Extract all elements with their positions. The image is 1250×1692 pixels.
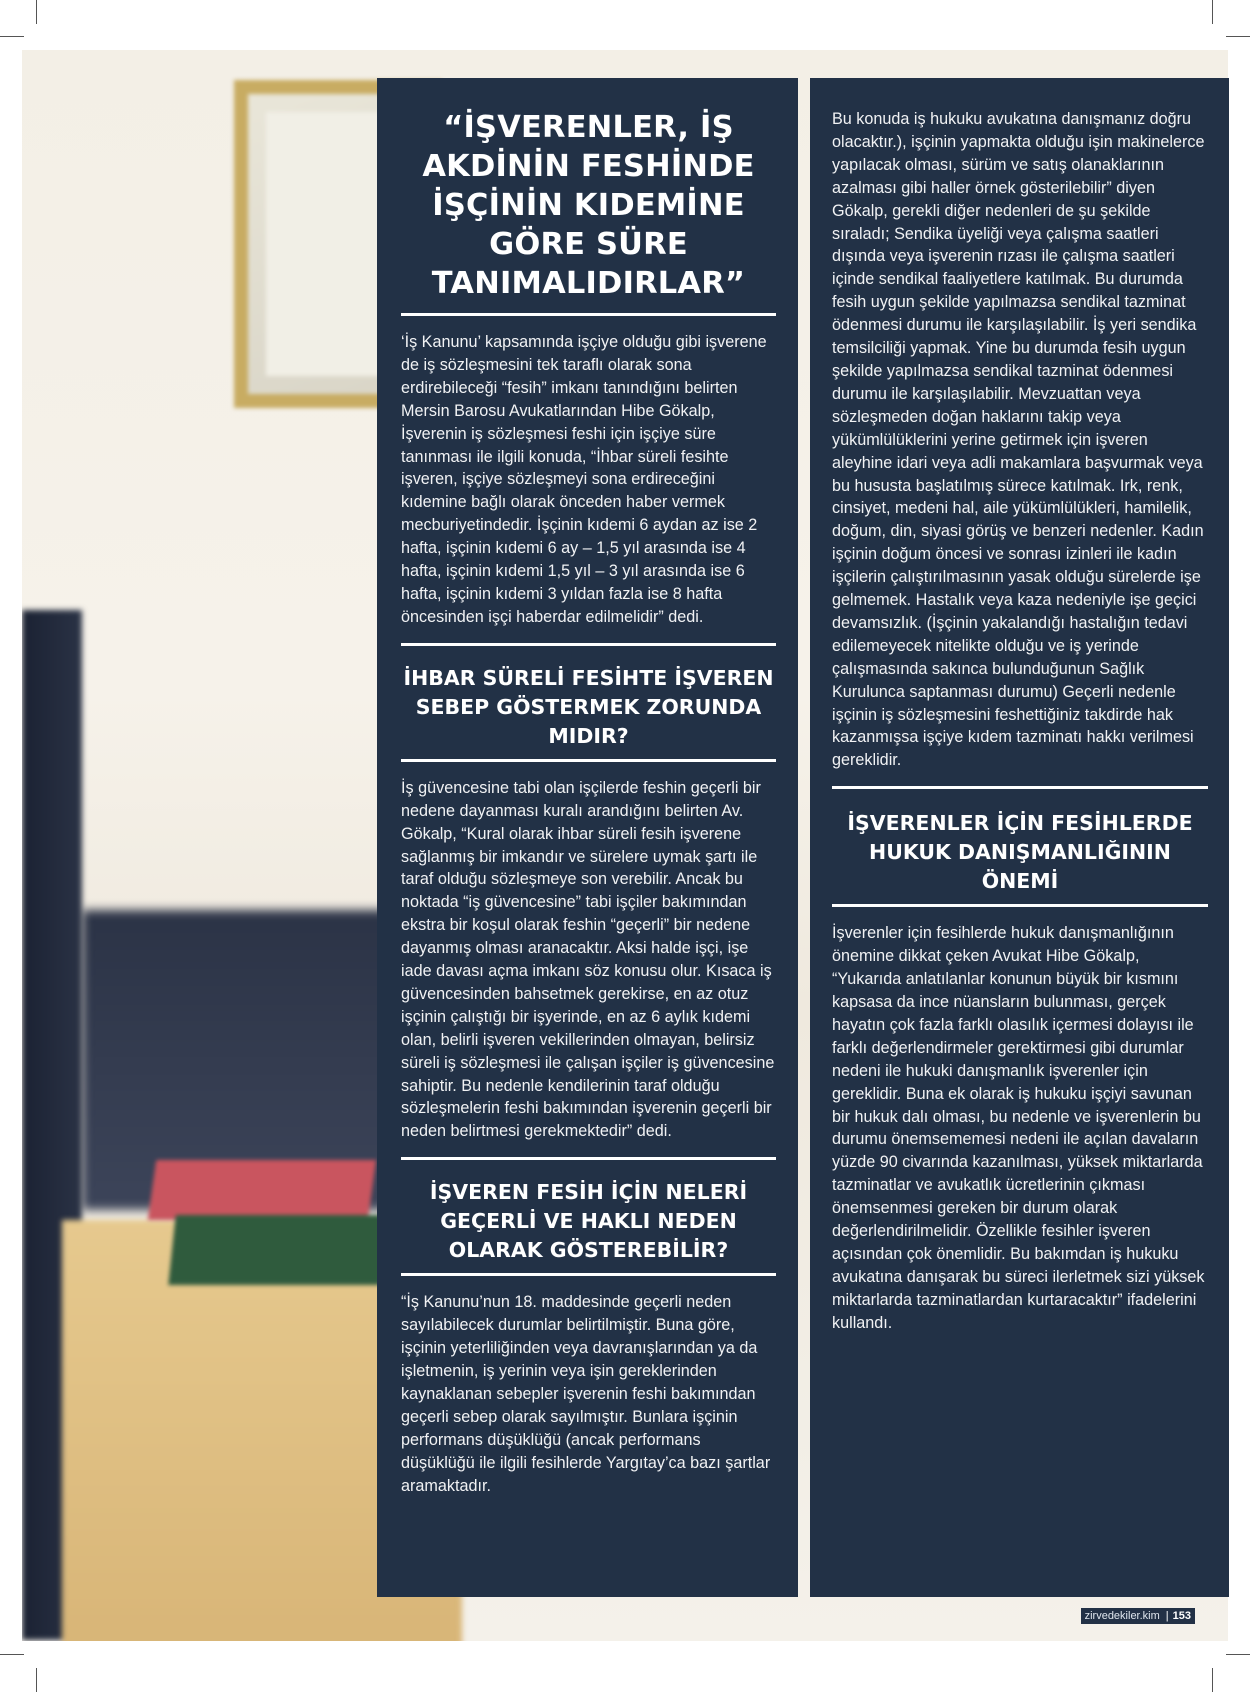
intro-paragraph: ‘İş Kanunu’ kapsamında işçiye olduğu gibi işverene de iş sözleşmesini tek taraflı olarak sona erdirebileceği “fesih” imkanı tanındığını belirten Mersin Barosu Avukatlarından Hibe Gökalp, İşverenin iş sözleşmesi feshi için işçiye süre tanınması ile ilgili konuda, “İhbar süreli fesihte işveren, işçiye sözleşmeyi sona erdireceğini kıdemine bağlı olarak önceden haber vermek mecburiyetindedir. İşçinin kıdemi 6 aydan az ise 2 hafta, işçinin kıdemi 6 ay – 1,5 yıl arasında ise 4 hafta, işçinin kıdemi 1,5 yıl – 3 yıl arasında ise 6 hafta, işçinin kıdemi 3 yıldan fazla ise 8 hafta öncesinden işçi haberdar edilmelidir” dedi. xyxy=(401,333,767,626)
continued-paragraph: Bu konuda iş hukuku avukatına danışmanız doğru olacaktır.), işçinin yapmakta olduğu işin makinelerce yapılacak olması, sürüm ve satış olanaklarının azalması gibi haller örnek gösterilebilir” diyen Gökalp, gerekli diğer nedenleri de şu şekilde sıraladı; Sendika üyeliği veya çalışma saatleri dışında veya işverenin rızası ile çalışma saatleri içinde sendikal faaliyetlere katılmak. Bu durumda fesih uygun şekilde yapılmazsa sendikal tazminat ödenmesi durumu ile karşılaşılabilir. İş yeri sendika temsilciliği yapmak. Yine bu durumda fesih uygun şekilde yapılmazsa sendikal tazminat ödenmesi durumu ile karşılaşılabilir. Mevzuattan veya sözleşmeden doğan haklarını takip veya yükümlülüklerini yerine getirmek için işveren aleyhine idari veya adli makamlara başvurmak veya bu hususta başlatılmış sürece katılmak. Irk, renk, cinsiyet, medeni hal, aile yükümlülükleri, hamilelik, doğum, din, siyasi görüş ve benzeri nedenler. Kadın işçinin doğum öncesi ve sonrası izinleri ile kadın işçilerin çalıştırılmasının yasak olduğu sürelerde işe gelmemek. Hastalık veya kaza nedeniyle işe geçici devamsızlık. (İşçinin yakalandığı hastalığın tedavi edilemeyecek nitelikte olduğu ve iş yerinde çalışmasında sakınca bulunduğunun Sağlık Kurulunca saptanması durumu) Geçerli nedenle işçinin iş sözleşmesini feshettiğiniz takdirde hak kazanmışsa işçiye kıdem tazminatı hakkı verilmesi gereklidir. xyxy=(832,110,1205,770)
crop-mark-bottom-right xyxy=(1212,1668,1213,1692)
red-book xyxy=(148,1160,376,1220)
footer-site-link[interactable]: zirvedekiler.kim xyxy=(1081,1608,1164,1624)
section-heading-hukuk-danismanligi: İŞVERENLER İÇİN FESİHLERDE HUKUK DANIŞMANLIĞININ ÖNEMİ xyxy=(847,811,1193,894)
green-book xyxy=(168,1215,405,1285)
section-divider xyxy=(832,786,1208,789)
section-paragraph-hukuk-danismanligi: İşverenler için fesihlerde hukuk danışmanlığının önemine dikkat çeken Avukat Hibe Gökalp, “Yukarıda anlatılanlar konunun büyük bir kısmını kapsasa da ince nüansların bulunması, gerçek hayatın çok fazla farklı olasılık içermesi dolayısı ile farklı değerlendirmeler gerektirmesi gibi durumlar nedeni ile hukuki danışmanlık işverenler için gereklidir. Buna ek olarak iş hukuku işçiyi savunan bir hukuk dalı olması, bu nedenle ve işverenlerin bu durumu önemsememesi nedeni ile açılan davaların yüzde 90 civarında kazanılması, yüksek miktarlarda tazminatlar ve avukatlık ücretlerinin çıkması önemsenmesi gereken bir durum olarak değerlendirilmelidir. Özellikle fesihler işveren açısından çok önemlidir. Bu bakımdan iş hukuku avukatına danışarak bu süreci ilerletmek sizi yüksek miktarlarda tazminatlardan kurtaracaktır” ifadelerini kullandı. xyxy=(832,924,1205,1332)
section-divider xyxy=(401,643,776,646)
crop-mark-top-right xyxy=(1212,0,1213,24)
section-paragraph-gecerli-neden: “İş Kanunu’nun 18. maddesinde geçerli neden sayılabilecek durumlar belirtilmiştir. Buna göre, işçinin yeterliliğinden veya davranışlarından ya da işletmenin, iş yerinin veya işin gereklerinden kaynaklanan sebepler işverenin feshi bakımından geçerli sebep olarak sayılmıştır. Bunlara işçinin performans düşüklüğü (ancak performans düşüklüğü ile ilgili fesihlerde Yargıtay’ca bazı şartlar aramaktadır. xyxy=(401,1293,771,1495)
crop-mark-bottom-left xyxy=(36,1668,37,1692)
page-footer xyxy=(1081,1607,1195,1625)
section-heading-ihbar: İHBAR SÜRELİ FESİHTE İŞVEREN SEBEP GÖSTERMEK ZORUNDA MIDIR? xyxy=(403,665,774,748)
article-title: “İŞVERENLER, İŞ AKDİNİN FESHİNDE İŞÇİNİN KIDEMİNE GÖRE SÜRE TANIMALIDIRLAR” xyxy=(422,110,755,301)
page-number: 153 xyxy=(1171,1608,1195,1624)
section-divider xyxy=(832,904,1208,907)
section-paragraph-ihbar: İş güvencesine tabi olan işçilerde feshin geçerli bir nedene dayanması kuralı arandığını belirten Av. Gökalp, “Kural olarak ihbar süreli fesih işverene sağlanmış bir imkandır ve sürelere uymak şartı ile taraf olduğu sözleşmeye son verebilir. Ancak bu noktada “iş güvencesine” tabi işçiler bakımından ekstra bir koşul olarak feshin “geçerli” bir nedene dayanmış olması aranacaktır. Aksi halde işçi, işe iade davası açma imkanı söz konusu olur. Kısaca iş güvencesinden bahsetmek gerekirse, en az otuz işçinin çalıştığı bir işyerinde, en az 6 aylık kıdemi olan, belirli işveren vekillerinden olmayan, belirsiz süreli iş sözleşmesi ile çalışan işçiler iş güvencesine sahiptir. Bu nedenle kendilerinin taraf olduğu sözleşmelerin feshi bakımından işverenin geçerli bir neden belirtmesi gerekmektedir” dedi. xyxy=(401,778,775,1141)
crop-mark-top-right-h xyxy=(1226,36,1250,37)
crop-mark-top-left-h xyxy=(0,36,24,37)
title-divider xyxy=(401,313,776,316)
crop-mark-top-left xyxy=(36,0,37,24)
article-column-left xyxy=(377,78,798,1597)
section-divider xyxy=(401,1273,776,1276)
footer-separator: | xyxy=(1165,1610,1169,1622)
section-divider xyxy=(401,759,776,762)
section-divider xyxy=(401,1157,776,1160)
section-heading-gecerli-neden: İŞVEREN FESİH İÇİN NELERİ GEÇERLİ VE HAKLI NEDEN OLARAK GÖSTEREBİLİR? xyxy=(429,1180,748,1263)
crop-mark-bottom-right-h xyxy=(1226,1654,1250,1655)
article-column-right xyxy=(810,78,1229,1597)
crop-mark-bottom-left-h xyxy=(0,1654,24,1655)
